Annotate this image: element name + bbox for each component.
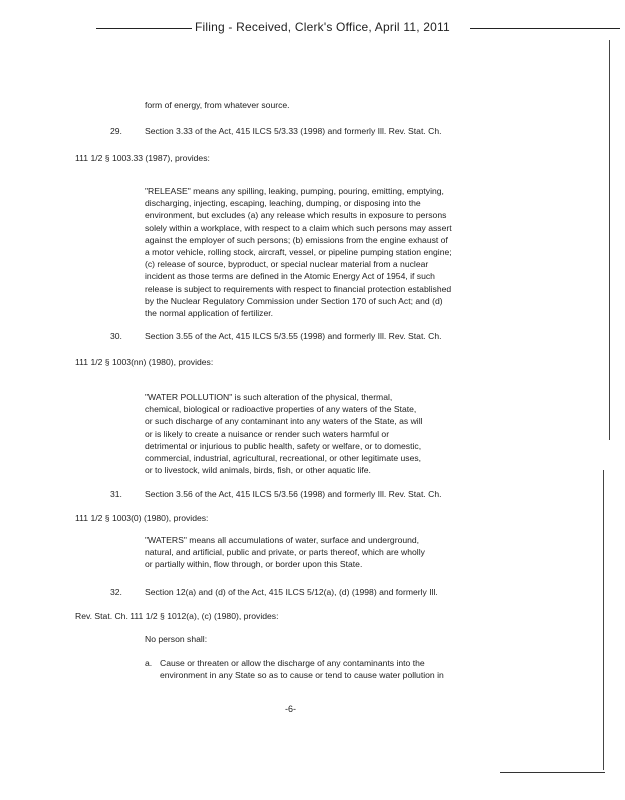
paragraph-30-continuation: 111 1/2 § 1003(nn) (1980), provides: <box>75 357 214 367</box>
item-a-line-2: environment in any State so as to cause or tend to cause water pollution in <box>160 670 444 680</box>
quote-line: by the Nuclear Regulatory Commission under Section 170 of such Act; and (d) <box>145 295 443 306</box>
quote-line: the normal application of fertilizer. <box>145 308 274 319</box>
paragraph-29-continuation: 111 1/2 § 1003.33 (1987), provides: <box>75 153 210 163</box>
quote-line: discharging, injecting, escaping, leaching, dumping, or disposing into the <box>145 198 421 209</box>
paragraph-32-continuation: Rev. Stat. Ch. 111 1/2 § 1012(a), (c) (1980), provides: <box>75 611 279 621</box>
quote-line: commercial, industrial, agricultural, recreational, or other legitimate uses, <box>145 453 422 464</box>
page-number: -6- <box>285 704 296 714</box>
paragraph-31-text: Section 3.56 of the Act, 415 ILCS 5/3.56 (1998) and formerly Ill. Rev. Stat. Ch. <box>145 489 442 499</box>
no-person-shall: No person shall: <box>145 634 208 644</box>
quote-line: "WATERS" means all accumulations of water, surface and underground, <box>145 535 420 545</box>
filing-header <box>0 18 625 42</box>
quote-line: natural, and artificial, public and private, or parts thereof, which are wholly <box>145 547 425 558</box>
quote-line: or is likely to create a nuisance or render such waters harmful or <box>145 428 390 439</box>
scan-edge-line-lower <box>603 470 604 770</box>
quote-line: "RELEASE" means any spilling, leaking, pumping, pouring, emitting, emptying, <box>145 186 444 196</box>
quote-line: solely within a workplace, with respect to a claim which such persons may assert <box>145 222 452 233</box>
paragraph-number-29: 29. <box>110 126 122 136</box>
water-pollution-definition-quote <box>145 391 423 476</box>
paragraph-32-text: Section 12(a) and (d) of the Act, 415 ILCS 5/12(a), (d) (1998) and formerly Ill. <box>145 587 438 597</box>
quote-line: (c) release of source, byproduct, or special nuclear material from a nuclear <box>145 259 429 270</box>
item-a-line-1: Cause or threaten or allow the discharge of any contaminants into the <box>160 658 425 668</box>
quote-line: or such discharge of any contaminant into any waters of the State, as will <box>145 416 423 427</box>
quote-line: detrimental or injurious to public health, safety or welfare, or to domestic, <box>145 440 422 451</box>
scan-edge-line <box>609 40 610 440</box>
paragraph-31-continuation: 111 1/2 § 1003(0) (1980), provides: <box>75 513 209 523</box>
quote-line: chemical, biological or radioactive properties of any waters of the State, <box>145 404 417 415</box>
quote-line: incident as those terms are defined in the Atomic Energy Act of 1954, if such <box>145 271 435 282</box>
quote-line: environment, but excludes (a) any release which results in exposure to persons <box>145 210 447 221</box>
release-definition-quote <box>145 185 452 319</box>
item-a-label: a. <box>145 658 153 668</box>
paragraph-number-32: 32. <box>110 587 122 597</box>
quote-line: a motor vehicle, rolling stock, aircraft, vessel, or pipeline pumping station engine; <box>145 247 452 258</box>
quote-line: or partially within, flow through, or border upon this State. <box>145 559 363 570</box>
header-rule-right <box>470 28 620 29</box>
paragraph-30-text: Section 3.55 of the Act, 415 ILCS 5/3.55 (1998) and formerly Ill. Rev. Stat. Ch. <box>145 331 442 341</box>
paragraph-29-text: Section 3.33 of the Act, 415 ILCS 5/3.33 (1998) and formerly Ill. Rev. Stat. Ch. <box>145 126 442 136</box>
quote-line: against the employer of such persons; (b) emissions from the engine exhaust of <box>145 234 448 245</box>
paragraph-number-31: 31. <box>110 489 122 499</box>
footer-rule <box>500 772 605 773</box>
paragraph-number-30: 30. <box>110 331 122 341</box>
text-line-energy: form of energy, from whatever source. <box>145 100 290 110</box>
filing-header-text: Filing - Received, Clerk's Office, April 11, 2011 <box>192 20 453 34</box>
quote-line: "WATER POLLUTION" is such alteration of the physical, thermal, <box>145 392 393 402</box>
quote-line: release is subject to requirements with respect to financial protection established <box>145 283 452 294</box>
waters-definition-quote <box>145 534 425 571</box>
quote-line: or to livestock, wild animals, birds, fish, or other aquatic life. <box>145 465 371 476</box>
